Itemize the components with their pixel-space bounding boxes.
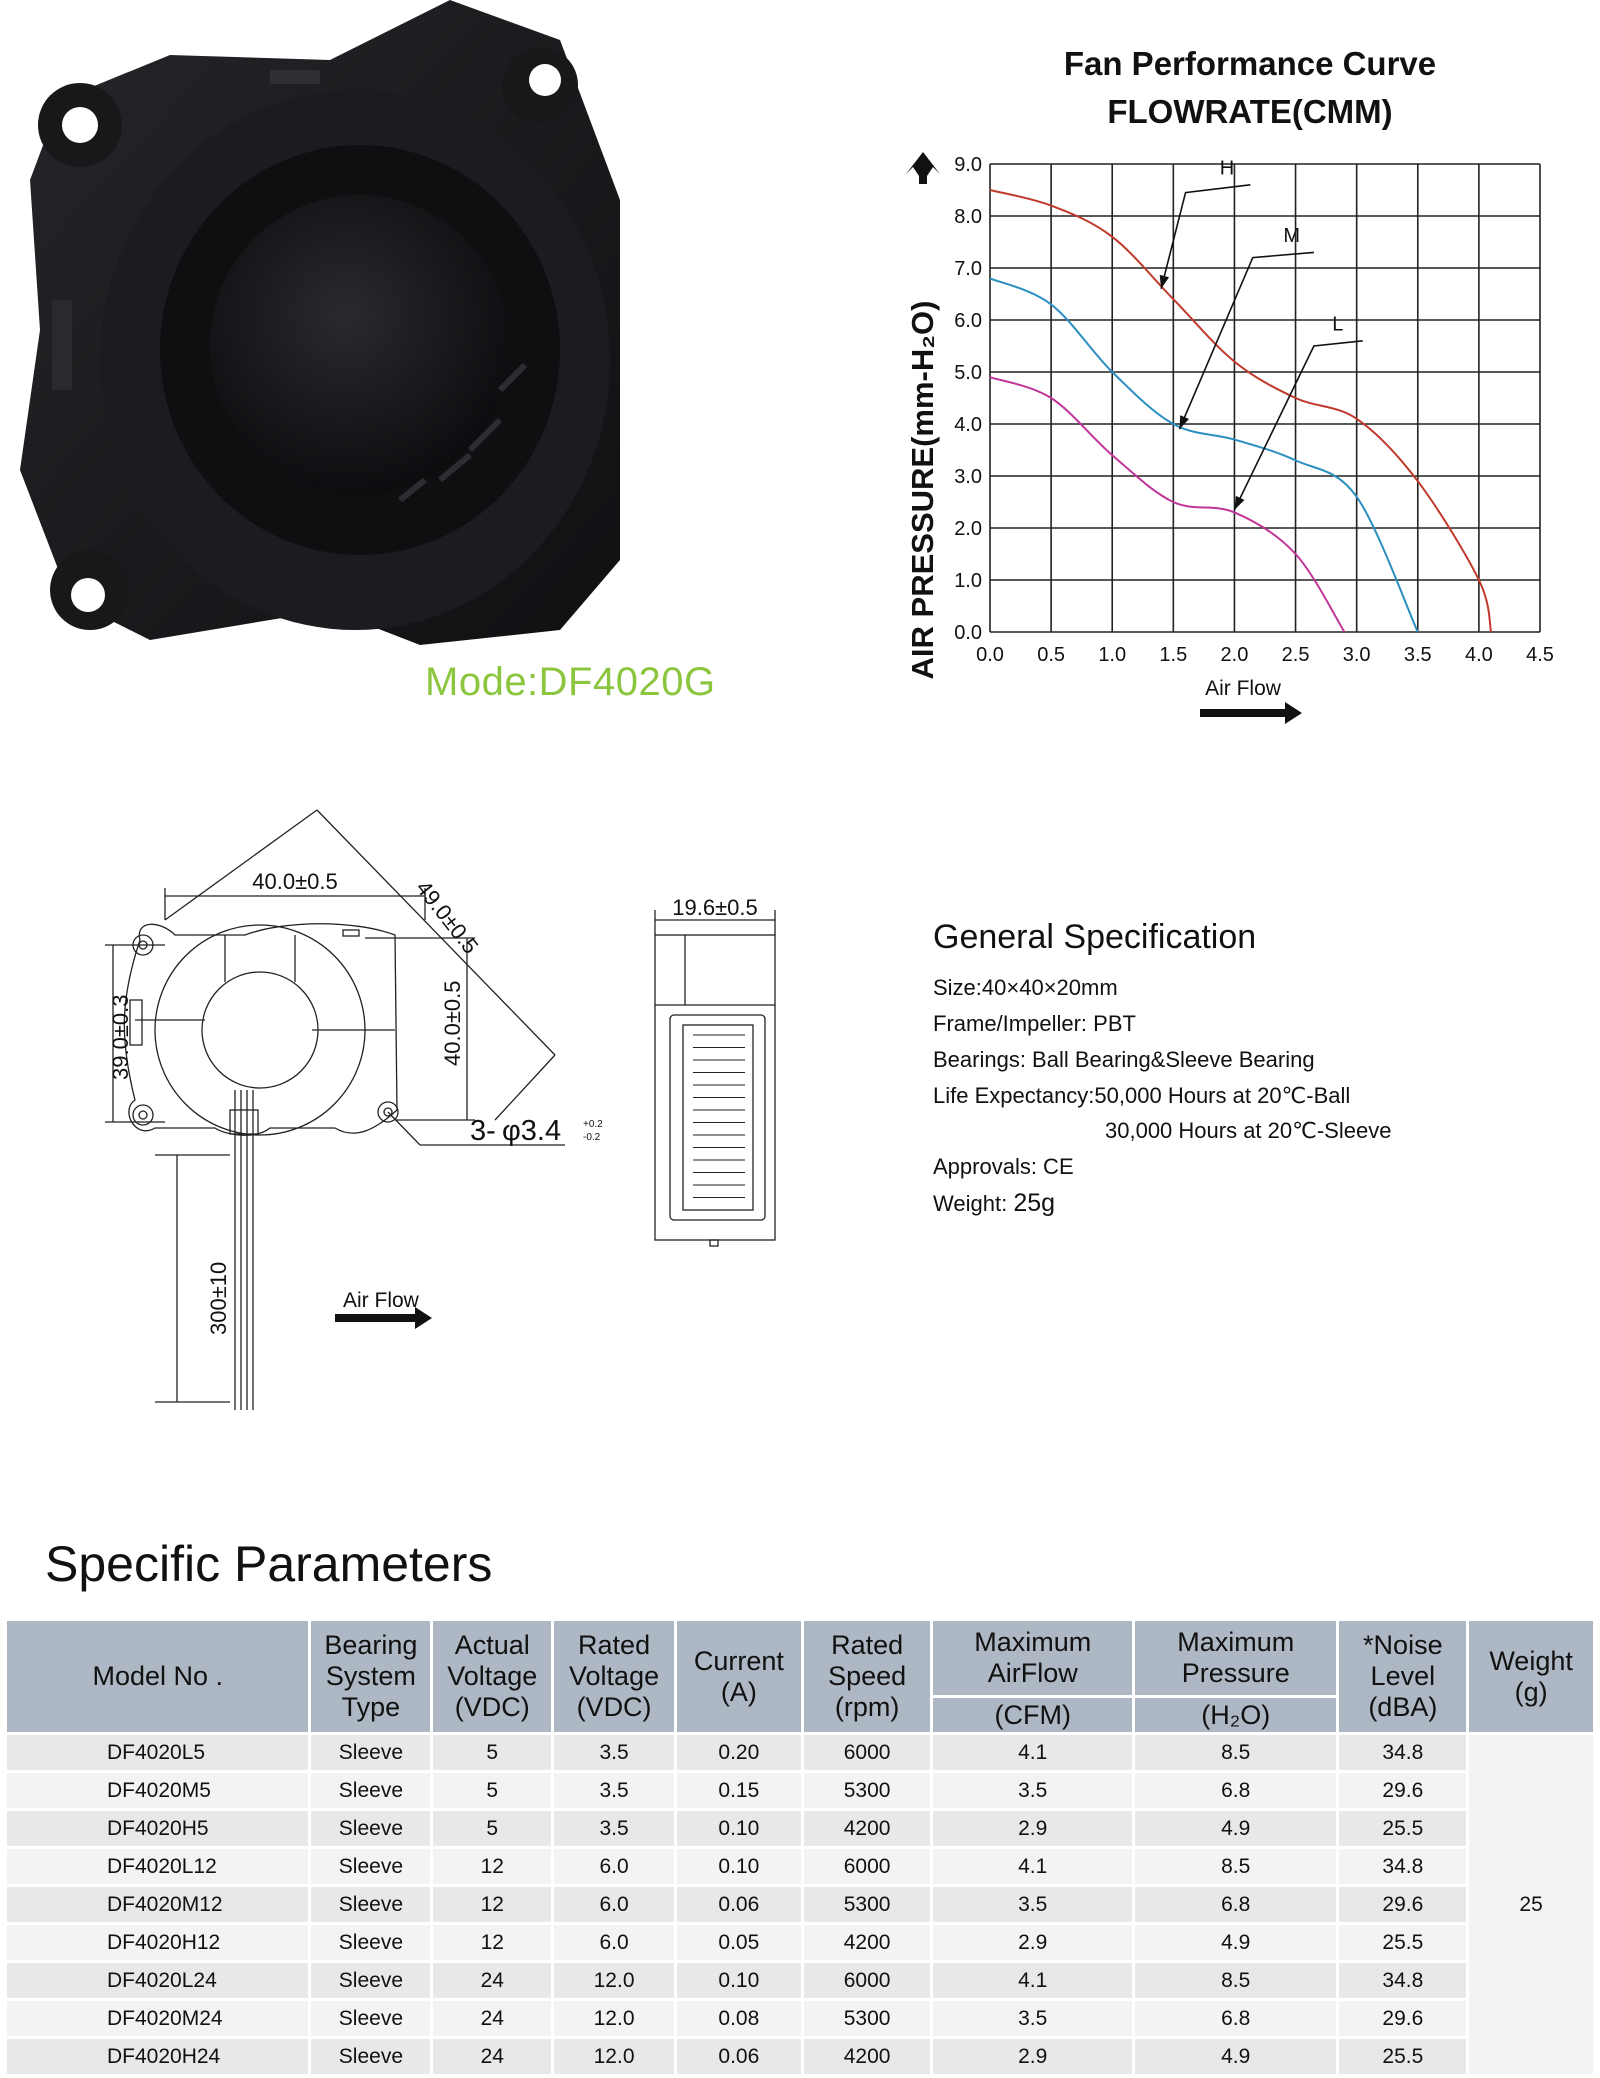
depth-dimension: 19.6±0.5	[672, 895, 758, 920]
cell-pressure: 8.5	[1133, 1962, 1337, 2000]
table-row	[6, 1924, 1595, 1962]
cell-speed: 6000	[802, 1848, 932, 1886]
cell-airflow: 3.5	[932, 1886, 1134, 1924]
spec-frame: Frame/Impeller: PBT	[933, 1011, 1136, 1036]
cell-actual-voltage: 12	[432, 1886, 553, 1924]
cell-speed: 5300	[802, 2000, 932, 2038]
table-row	[6, 1734, 1595, 1772]
x-tick-label: 0.0	[976, 644, 1004, 666]
front-dimension-drawing	[95, 810, 655, 1450]
x-tick-label: 4.0	[1464, 644, 1493, 666]
side-slats	[693, 1035, 745, 1198]
table-row	[6, 1848, 1595, 1886]
annotation-leader	[1179, 252, 1313, 429]
airflow-label: Air Flow	[343, 1289, 419, 1312]
chart-title	[960, 40, 1540, 136]
parameters-table-body	[6, 1734, 1595, 2076]
inner-height-dimension: 40.0±0.5	[440, 980, 465, 1066]
cell-actual-voltage: 24	[432, 2038, 553, 2076]
cell-speed: 4200	[802, 1924, 932, 1962]
cell-noise: 29.6	[1338, 1886, 1468, 1924]
cell-rated-voltage: 12.0	[553, 1962, 676, 2000]
x-tick-label: 3.0	[1342, 644, 1371, 666]
cell-current: 0.10	[675, 1848, 802, 1886]
x-axis-arrow-icon	[1200, 702, 1302, 724]
spec-life-sleeve: 30,000 Hours at 20℃-Sleeve	[1105, 1118, 1392, 1143]
hole-tolerance-plus: +0.2	[583, 1119, 603, 1130]
cell-airflow: 3.5	[932, 2000, 1134, 2038]
series-line-l	[990, 377, 1344, 632]
x-tick-label: 2.5	[1281, 644, 1310, 666]
header-weight: Weight (g)	[1468, 1620, 1595, 1734]
x-tick-label: 1.5	[1159, 644, 1188, 666]
spec-approvals: Approvals: CE	[933, 1154, 1074, 1179]
cell-model: DF4020M24	[6, 2000, 310, 2038]
spec-weight-value: 25g	[1013, 1189, 1056, 1217]
cell-rated-voltage: 6.0	[553, 1924, 676, 1962]
width-dimension: 40.0±0.5	[252, 869, 338, 894]
y-axis-arrow-stem	[919, 166, 927, 184]
cell-current: 0.15	[675, 1772, 802, 1810]
header-actual-voltage: Actual Voltage (VDC)	[432, 1620, 553, 1734]
table-row	[6, 1772, 1595, 1810]
params-title: Specific Parameters	[45, 1536, 493, 1592]
cell-rated-voltage: 3.5	[553, 1734, 676, 1772]
cell-current: 0.20	[675, 1734, 802, 1772]
y-tick-label: 9.0	[954, 154, 982, 176]
x-tick-labels	[976, 644, 1554, 666]
cell-pressure: 8.5	[1133, 1734, 1337, 1772]
annotation-arrowhead-icon	[1234, 496, 1244, 510]
cell-airflow: 4.1	[932, 1734, 1134, 1772]
cell-noise: 29.6	[1338, 1772, 1468, 1810]
cell-bearing: Sleeve	[310, 1962, 432, 2000]
cell-bearing: Sleeve	[310, 1772, 432, 1810]
x-tick-label: 3.5	[1403, 644, 1432, 666]
series-line-h	[990, 190, 1491, 632]
cell-rated-voltage: 6.0	[553, 1848, 676, 1886]
cell-pressure: 4.9	[1133, 1924, 1337, 1962]
cell-noise: 34.8	[1338, 1962, 1468, 2000]
table-row	[6, 2000, 1595, 2038]
cell-model: DF4020L12	[6, 1848, 310, 1886]
series-label-h: H	[1219, 157, 1235, 180]
cell-pressure: 6.8	[1133, 2000, 1337, 2038]
table-row	[6, 1810, 1595, 1848]
parameters-table	[4, 1618, 1596, 2077]
height-dimension: 39.0±0.3	[108, 994, 133, 1080]
header-model: Model No .	[6, 1620, 310, 1734]
spec-title: General Specification	[933, 918, 1257, 956]
cell-actual-voltage: 24	[432, 2000, 553, 2038]
header-speed: Rated Speed (rpm)	[802, 1620, 932, 1734]
cell-model: DF4020M5	[6, 1772, 310, 1810]
cell-actual-voltage: 5	[432, 1772, 553, 1810]
cell-bearing: Sleeve	[310, 1924, 432, 1962]
cell-rated-voltage: 3.5	[553, 1772, 676, 1810]
chart-grid	[990, 164, 1540, 632]
table-header-row	[6, 1620, 1595, 1697]
annotation-arrowhead-icon	[1179, 415, 1189, 429]
cell-current: 0.10	[675, 1810, 802, 1848]
x-axis-label: Air Flow	[1205, 677, 1281, 700]
cell-pressure: 6.8	[1133, 1886, 1337, 1924]
cell-model: DF4020H24	[6, 2038, 310, 2076]
series-label-m: M	[1283, 225, 1301, 247]
cell-noise: 29.6	[1338, 2000, 1468, 2038]
cell-bearing: Sleeve	[310, 1810, 432, 1848]
cell-noise: 34.8	[1338, 1734, 1468, 1772]
cell-actual-voltage: 5	[432, 1810, 553, 1848]
hole-tolerance-minus: -0.2	[583, 1132, 601, 1143]
performance-chart	[890, 130, 1554, 730]
cell-speed: 4200	[802, 1810, 932, 1848]
cell-actual-voltage: 5	[432, 1734, 553, 1772]
cell-airflow: 2.9	[932, 1924, 1134, 1962]
cell-pressure: 6.8	[1133, 1772, 1337, 1810]
cell-speed: 4200	[802, 2038, 932, 2076]
annotation-leader	[1234, 341, 1362, 510]
cell-actual-voltage: 12	[432, 1848, 553, 1886]
spec-bearings: Bearings: Ball Bearing&Sleeve Bearing	[933, 1047, 1315, 1072]
cell-bearing: Sleeve	[310, 1734, 432, 1772]
table-row	[6, 1962, 1595, 2000]
model-label: Mode:DF4020G	[425, 660, 716, 704]
cell-current: 0.08	[675, 2000, 802, 2038]
annotation-leader	[1161, 185, 1250, 289]
annotation-arrowhead-icon	[1160, 275, 1169, 289]
hole-dimension-prefix: 3-	[470, 1115, 496, 1147]
cell-speed: 6000	[802, 1734, 932, 1772]
y-tick-label: 7.0	[954, 258, 982, 280]
chart-title-line2: FLOWRATE(CMM)	[1107, 93, 1393, 130]
side-dimension-drawing	[635, 890, 795, 1260]
fan-product-photo	[0, 0, 630, 650]
cell-model: DF4020H12	[6, 1924, 310, 1962]
x-tick-label: 1.0	[1098, 644, 1127, 666]
cell-model: DF4020M12	[6, 1886, 310, 1924]
header-pressure-unit: (H₂O)	[1133, 1697, 1337, 1734]
hole-dimension-value: φ3.4	[502, 1115, 562, 1147]
cell-weight: 25	[1468, 1734, 1595, 2076]
cell-pressure: 4.9	[1133, 2038, 1337, 2076]
header-bearing: Bearing System Type	[310, 1620, 432, 1734]
y-tick-label: 6.0	[954, 310, 982, 332]
y-tick-label: 4.0	[954, 414, 982, 436]
y-tick-label: 8.0	[954, 206, 982, 228]
x-tick-label: 0.5	[1037, 644, 1066, 666]
y-tick-label: 1.0	[954, 570, 982, 592]
y-tick-labels	[954, 154, 982, 644]
header-rated-voltage: Rated Voltage (VDC)	[553, 1620, 676, 1734]
table-row	[6, 1886, 1595, 1924]
cell-airflow: 4.1	[932, 1848, 1134, 1886]
cell-airflow: 2.9	[932, 2038, 1134, 2076]
cell-current: 0.06	[675, 2038, 802, 2076]
y-tick-label: 0.0	[954, 622, 982, 644]
cell-pressure: 8.5	[1133, 1848, 1337, 1886]
table-row	[6, 2038, 1595, 2076]
spec-size: Size:40×40×20mm	[933, 975, 1118, 1000]
header-current: Current (A)	[675, 1620, 802, 1734]
cell-rated-voltage: 12.0	[553, 2038, 676, 2076]
cell-bearing: Sleeve	[310, 2000, 432, 2038]
cell-current: 0.05	[675, 1924, 802, 1962]
spec-life-ball: Life Expectancy:50,000 Hours at 20℃-Ball	[933, 1083, 1351, 1108]
cell-bearing: Sleeve	[310, 1886, 432, 1924]
chart-title-line1: Fan Performance Curve	[1063, 45, 1437, 82]
y-tick-label: 5.0	[954, 362, 982, 384]
lead-length-dimension: 300±10	[206, 1261, 231, 1335]
header-airflow-unit: (CFM)	[932, 1697, 1134, 1734]
x-tick-label: 2.0	[1220, 644, 1249, 666]
header-airflow: Maximum AirFlow	[932, 1620, 1134, 1697]
diagonal-dimension: 49.0±0.5	[411, 875, 484, 959]
cell-model: DF4020H5	[6, 1810, 310, 1848]
y-axis-label: AIR PRESSURE(mm-H₂O)	[905, 300, 940, 680]
cell-airflow: 3.5	[932, 1772, 1134, 1810]
cell-pressure: 4.9	[1133, 1810, 1337, 1848]
cell-actual-voltage: 24	[432, 1962, 553, 2000]
cell-noise: 25.5	[1338, 1924, 1468, 1962]
cell-noise: 34.8	[1338, 1848, 1468, 1886]
y-tick-label: 3.0	[954, 466, 982, 488]
x-tick-label: 4.5	[1526, 644, 1554, 666]
cell-speed: 5300	[802, 1772, 932, 1810]
cell-bearing: Sleeve	[310, 1848, 432, 1886]
series-annotations	[1160, 157, 1363, 509]
cell-current: 0.10	[675, 1962, 802, 2000]
cell-airflow: 4.1	[932, 1962, 1134, 2000]
cell-rated-voltage: 6.0	[553, 1886, 676, 1924]
cell-speed: 5300	[802, 1886, 932, 1924]
cell-model: DF4020L24	[6, 1962, 310, 2000]
cell-rated-voltage: 3.5	[553, 1810, 676, 1848]
spec-weight	[933, 1189, 1055, 1218]
cell-speed: 6000	[802, 1962, 932, 2000]
series-label-l: L	[1332, 313, 1344, 336]
cell-rated-voltage: 12.0	[553, 2000, 676, 2038]
cell-airflow: 2.9	[932, 1810, 1134, 1848]
cell-current: 0.06	[675, 1886, 802, 1924]
cell-actual-voltage: 12	[432, 1924, 553, 1962]
cell-bearing: Sleeve	[310, 2038, 432, 2076]
cell-noise: 25.5	[1338, 1810, 1468, 1848]
header-noise: *Noise Level (dBA)	[1338, 1620, 1468, 1734]
cell-model: DF4020L5	[6, 1734, 310, 1772]
cell-noise: 25.5	[1338, 2038, 1468, 2076]
header-pressure: Maximum Pressure	[1133, 1620, 1337, 1697]
chart-series	[990, 190, 1491, 632]
y-tick-label: 2.0	[954, 518, 982, 540]
spec-weight-label: Weight:	[933, 1191, 1008, 1216]
